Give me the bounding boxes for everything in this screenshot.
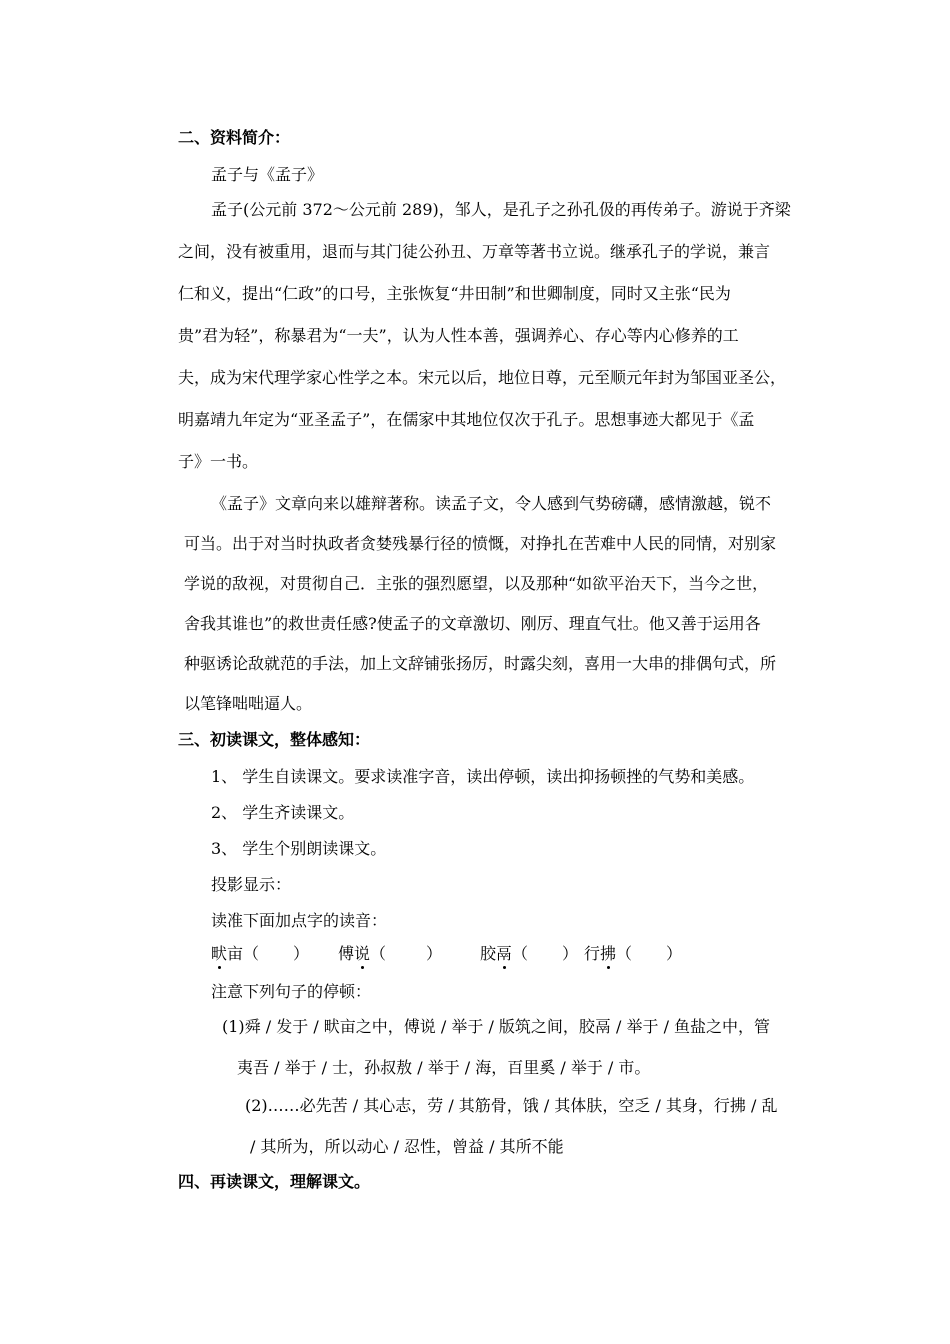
paragraph-line: 仁和义，提出“仁政”的口号，主张恢复“井田制”和世卿制度，同时又主张“民为 <box>178 284 731 303</box>
pronounce-item: 畎亩（ ） <box>211 944 310 963</box>
paragraph-line: 子》一书。 <box>178 452 259 471</box>
paragraph-line: 夫，成为宋代理学家心性学之本。宋元以后，地位日尊，元至顺元年封为邹国亚圣公， <box>178 368 787 387</box>
dotted-char: 说 <box>354 944 371 963</box>
section-four-heading: 四、再读课文，理解课文。 <box>178 1172 371 1191</box>
pause-line: (1)舜 / 发于 / 畎亩之中，傅说 / 举于 / 版筑之间，胶鬲 / 举于 / 鱼盐之中，管 <box>222 1017 771 1036</box>
paragraph-line: 之间，没有被重用，退而与其门徒公孙丑、万章等著书立说。继承孔子的学说，兼言 <box>178 242 771 261</box>
section-two-heading: 二、资料简介： <box>178 128 291 147</box>
pronounce-item: 行拂（ ） <box>584 944 683 963</box>
dotted-char: 鬲 <box>496 944 513 963</box>
paragraph-line: 以笔锋咄咄逼人。 <box>184 694 313 713</box>
paragraph-line: 舍我其谁也”的救世责任感?使孟子的文章激切、刚厉、理直气壮。他又善于运用各 <box>184 614 761 633</box>
projection-label: 投影显示： <box>211 875 292 894</box>
paragraph-line: 孟子(公元前 372～公元前 289)，邹人，是孔子之孙孔伋的再传弟子。游说于齐梁 <box>211 200 791 219</box>
paragraph-line: 学说的敌视，对贯彻自己．主张的强烈愿望，以及那种“如欲平治天下，当今之世， <box>184 574 769 593</box>
pronounce-item: 胶鬲（ ） <box>480 944 579 963</box>
pause-title: 注意下列句子的停顿： <box>211 982 372 1001</box>
section-three-heading: 三、初读课文，整体感知： <box>178 730 371 749</box>
dotted-char: 拂 <box>600 944 617 963</box>
pronounce-title: 读准下面加点字的读音： <box>211 911 388 930</box>
paragraph-line: 《孟子》文章向来以雄辩著称。读孟子文，令人感到气势磅礴，感情激越，锐不 <box>211 494 772 513</box>
pause-line: 夷吾 / 举于 / 士，孙叔敖 / 举于 / 海，百里奚 / 举于 / 市。 <box>237 1058 651 1077</box>
section-two-subtitle: 孟子与《孟子》 <box>211 165 324 184</box>
paragraph-line: 可当。出于对当时执政者贪婪残暴行径的愤慨，对挣扎在苦难中人民的同情，对别家 <box>184 534 777 553</box>
list-item: 1、 学生自读课文。要求读准字音，读出停顿，读出抑扬顿挫的气势和美感。 <box>211 767 755 786</box>
paragraph-line: 种驱诱论敌就范的手法，加上文辞铺张扬厉，时露尖刻，喜用一大串的排偶句式，所 <box>184 654 777 673</box>
pause-line: / 其所为，所以动心 / 忍性，曾益 / 其所不能 <box>250 1137 564 1156</box>
list-item: 2、 学生齐读课文。 <box>211 803 355 822</box>
paragraph-line: 贵”君为轻”，称暴君为“一夫”，认为人性本善，强调养心、存心等内心修养的工 <box>178 326 739 345</box>
list-item: 3、 学生个别朗读课文。 <box>211 839 387 858</box>
pause-line: (2)……必先苦 / 其心志，劳 / 其筋骨，饿 / 其体肤，空乏 / 其身，行拂 / 乱 <box>245 1096 778 1115</box>
paragraph-line: 明嘉靖九年定为“亚圣孟子”，在儒家中其地位仅次于孔子。思想事迹大都见于《孟 <box>178 410 755 429</box>
dotted-char: 畎 <box>211 944 228 963</box>
pronounce-item: 傅说（ ） <box>338 944 443 963</box>
